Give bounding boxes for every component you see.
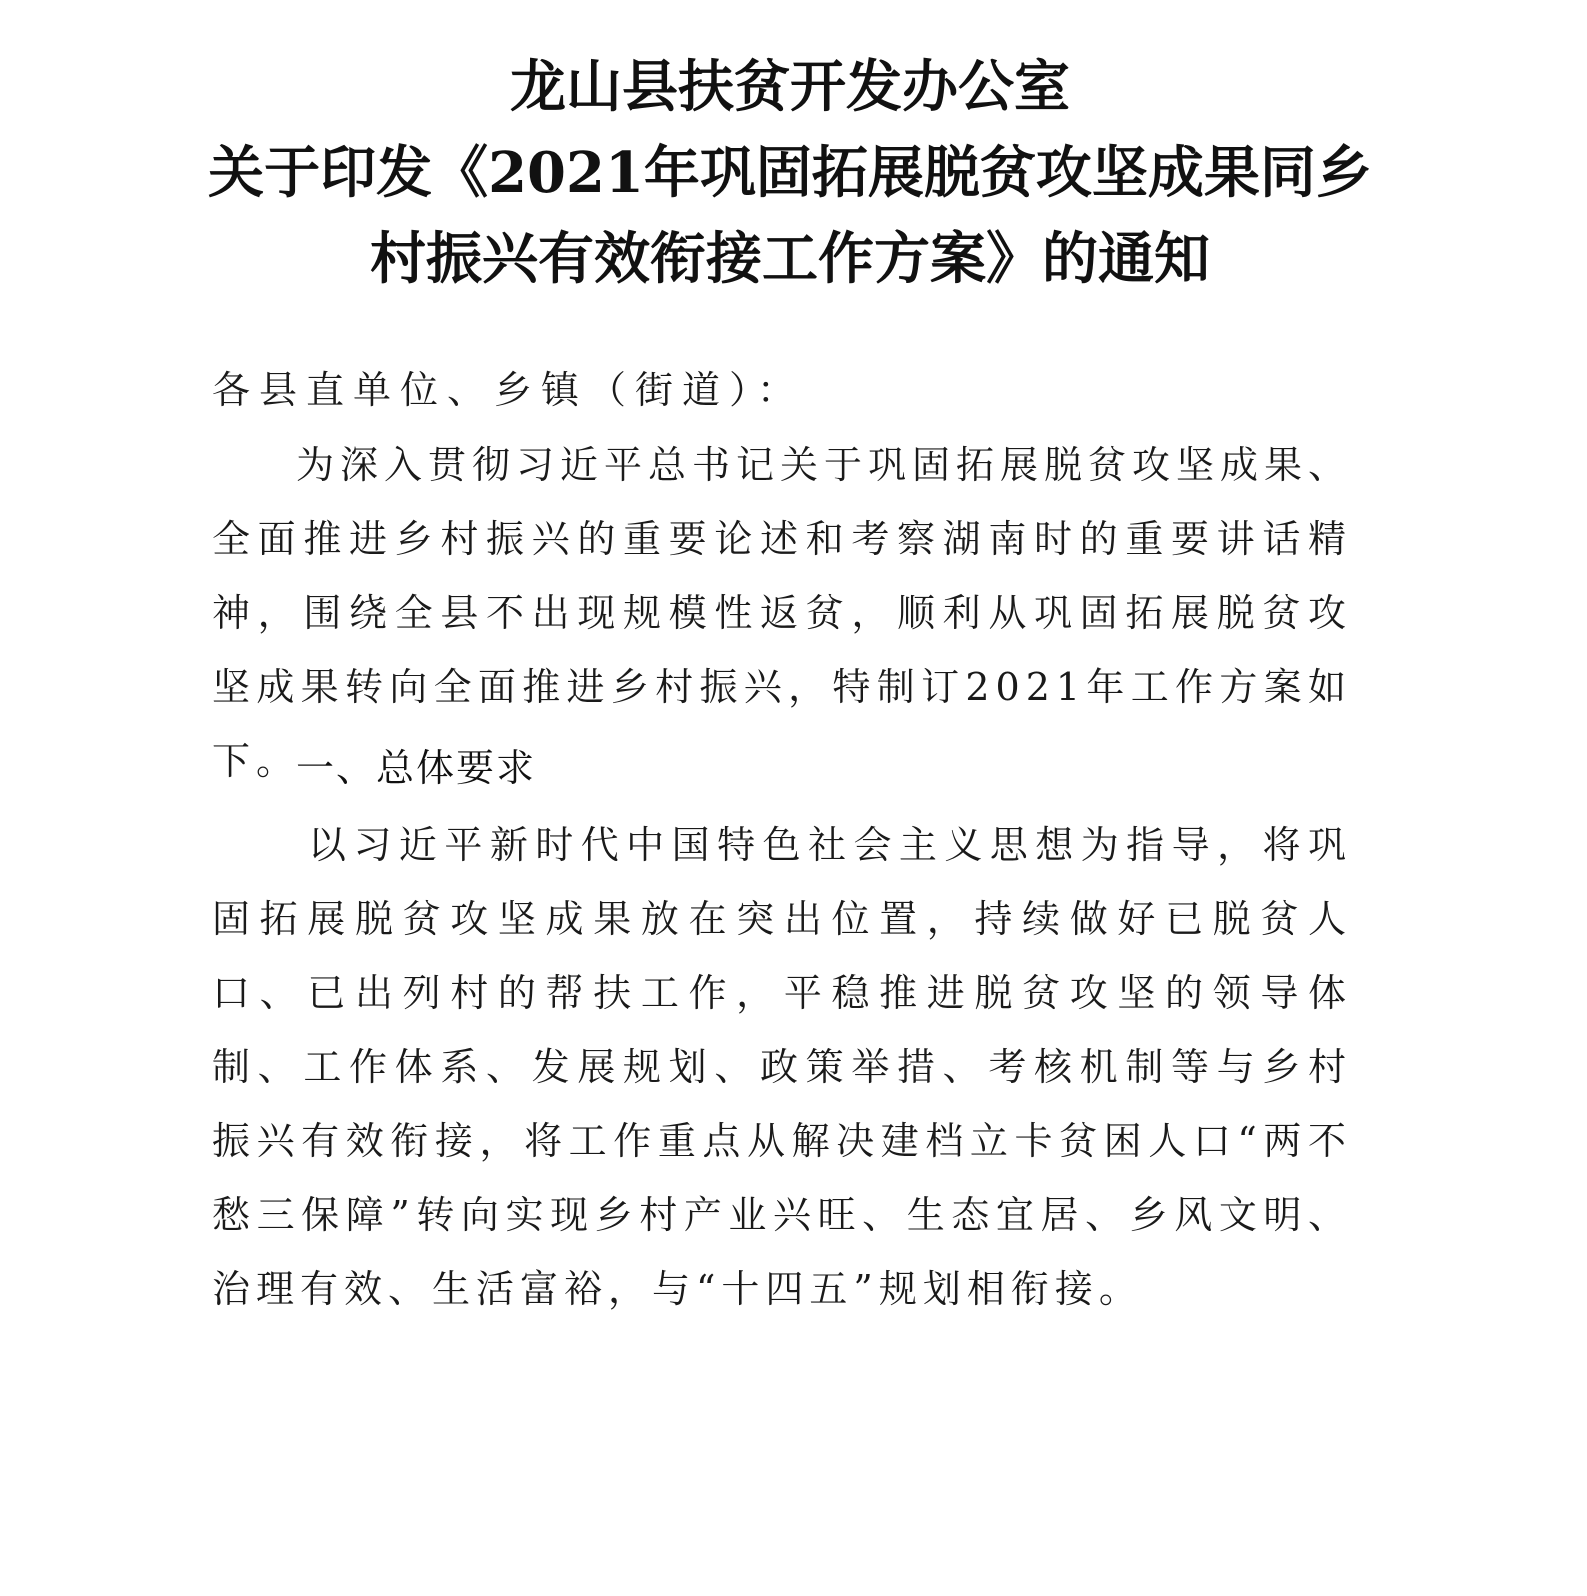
paragraph-intro: 为深入贯彻习近平总书记关于巩固拓展脱贫攻坚成果、全面推进乡村振兴的重要论述和考察湖南时的重要讲话精神，围绕全县不出现规模性返贫，顺利从巩固拓展脱贫攻坚成果转向全面推进乡村振兴，特制订2021年工作方案如下。 bbox=[212, 443, 1353, 783]
section-heading: 一、总体要求 bbox=[296, 746, 537, 790]
paragraph-general-requirements: 以习近平新时代中国特色社会主义思想为指导，将巩固拓展脱贫攻坚成果放在突出位置，持续做好已脱贫人口、已出列村的帮扶工作，平稳推进脱贫攻坚的领导体制、工作体系、发展规划、政策举措、考核机制等与乡村振兴有效衔接，将工作重点从解决建档立卡贫困人口“两不愁三保障”转向实现乡村产业兴旺、生态宜居、乡风文明、治理有效、生活富裕，与“十四五”规划相衔接。 bbox=[212, 823, 1352, 1311]
title-line-1: 龙山县扶贫开发办公室 bbox=[510, 54, 1070, 120]
title-line-2: 关于印发《2021年巩固拓展脱贫攻坚成果同乡 bbox=[208, 140, 1372, 206]
document-title bbox=[200, 44, 1380, 302]
title-line-3: 村振兴有效衔接工作方案》的通知 bbox=[370, 226, 1210, 292]
salutation: 各县直单位、乡镇（街道）： bbox=[212, 368, 805, 412]
